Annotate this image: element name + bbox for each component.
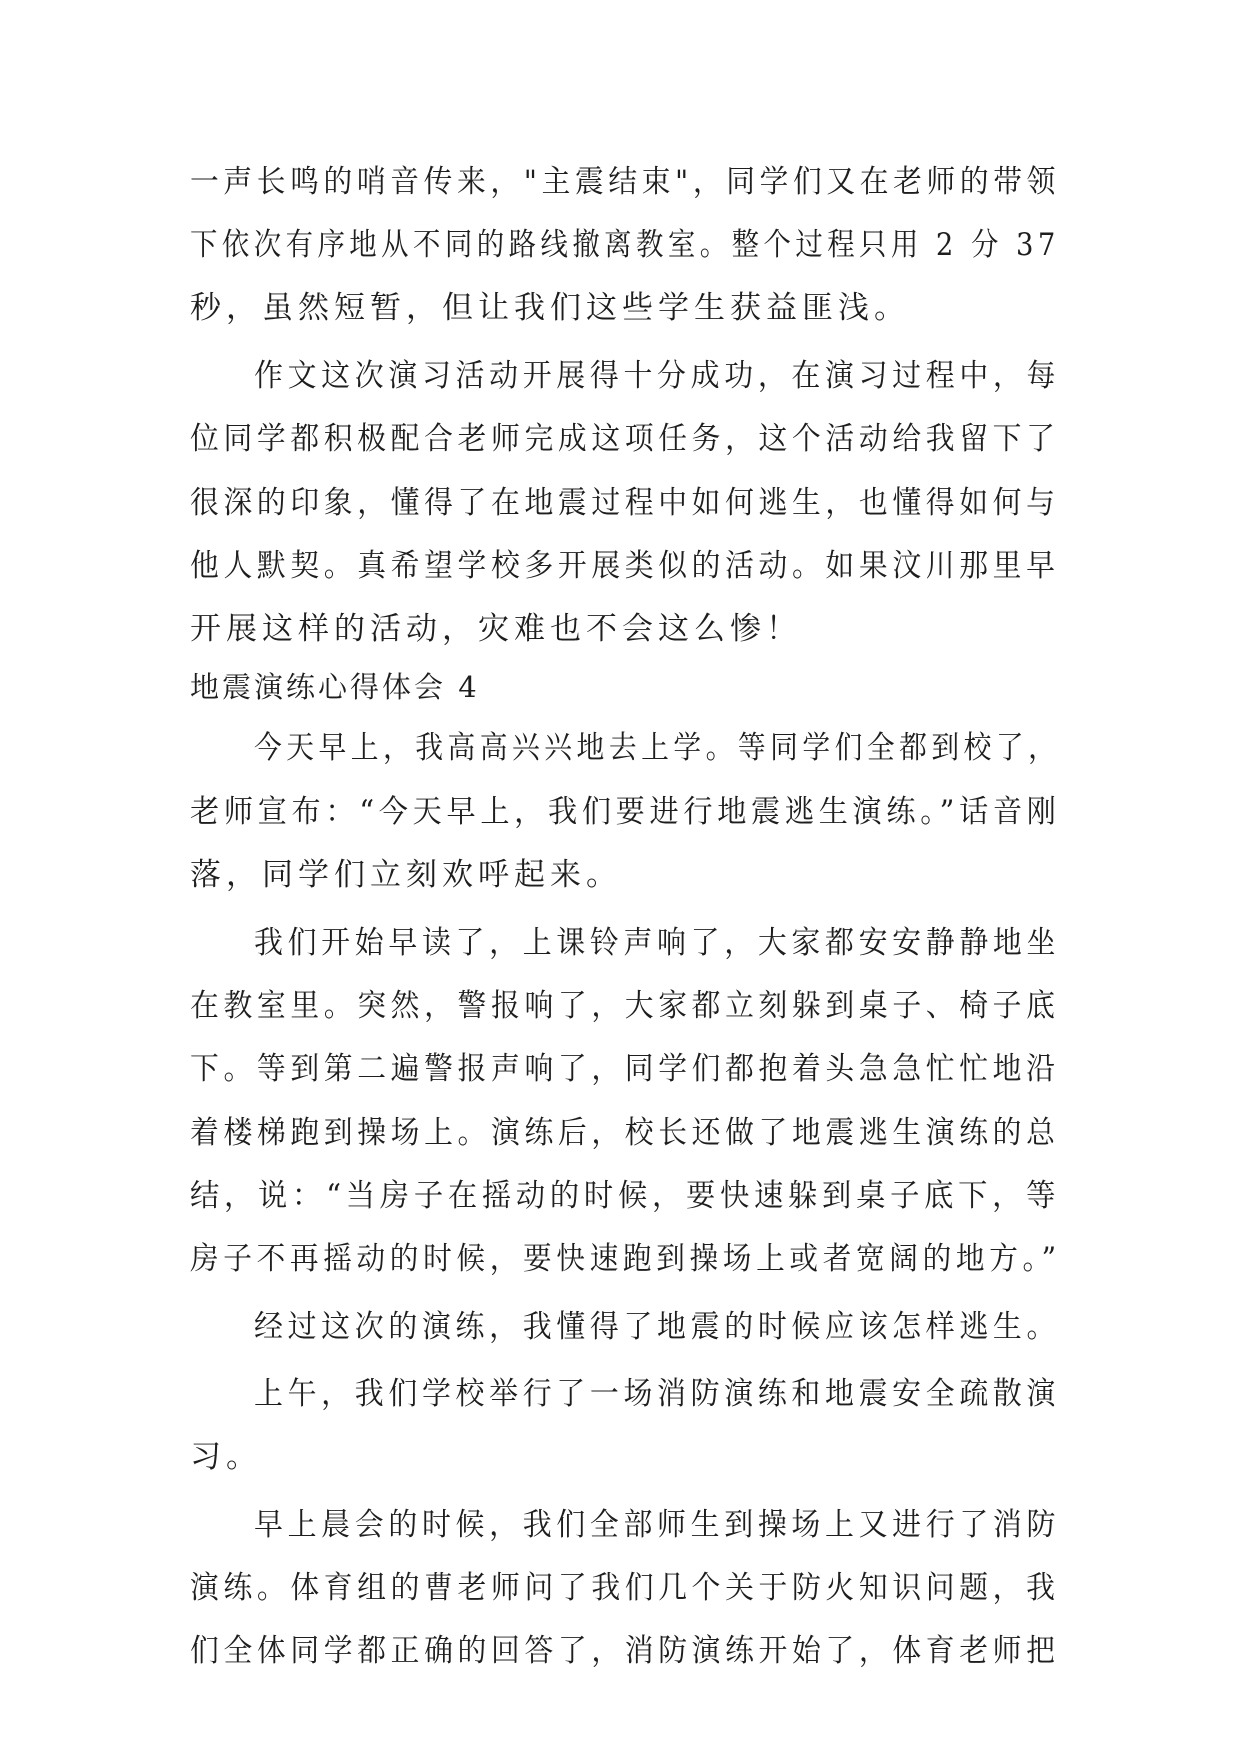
paragraph-first-line: 作文这次演习活动开展得十分成功，在演习过程中，每 <box>254 358 1061 394</box>
text-line: 下。等到第二遍警报声响了，同学们都抱着头急急忙忙地沿 <box>190 1051 1060 1087</box>
paragraph-first-line: 我们开始早读了，上课铃声响了，大家都安安静静地坐 <box>254 925 1061 961</box>
text-line: 老师宣布：“今天早上，我们要进行地震逃生演练。”话音刚 <box>190 794 1061 830</box>
text-line: 结，说：“当房子在摇动的时候，要快速躲到桌子底下，等 <box>190 1178 1061 1214</box>
paragraph-first-line: 经过这次的演练，我懂得了地震的时候应该怎样逃生。 <box>254 1309 1061 1345</box>
text-line: 落，同学们立刻欢呼起来。 <box>190 857 622 893</box>
text-line: 们全体同学都正确的回答了，消防演练开始了，体育老师把 <box>190 1633 1060 1669</box>
text-line: 位同学都积极配合老师完成这项任务，这个活动给我留下了 <box>190 421 1060 457</box>
text-line: 一声长鸣的哨音传来，"主震结束"，同学们又在老师的带领 <box>190 164 1061 200</box>
text-line: 在教室里。突然，警报响了，大家都立刻躲到桌子、椅子底 <box>190 988 1060 1024</box>
text-line: 很深的印象，懂得了在地震过程中如何逃生，也懂得如何与 <box>190 485 1060 521</box>
text-line: 他人默契。真希望学校多开展类似的活动。如果汶川那里早 <box>190 548 1060 584</box>
text-line: 演练。体育组的曹老师问了我们几个关于防火知识问题，我 <box>190 1570 1060 1606</box>
paragraph-first-line: 今天早上，我高高兴兴地去上学。等同学们全都到校了， <box>254 730 1061 766</box>
paragraph-first-line: 早上晨会的时候，我们全部师生到操场上又进行了消防 <box>254 1507 1061 1543</box>
text-line: 习。 <box>190 1439 262 1475</box>
text-line: 下依次有序地从不同的路线撤离教室。整个过程只用 2 分 37 <box>190 227 1060 263</box>
paragraph-first-line: 上午，我们学校举行了一场消防演练和地震安全疏散演 <box>254 1376 1061 1412</box>
text-line: 开展这样的活动，灾难也不会这么惨！ <box>190 611 802 647</box>
text-line: 房子不再摇动的时候，要快速跑到操场上或者宽阔的地方。” <box>190 1241 1061 1277</box>
text-line: 着楼梯跑到操场上。演练后，校长还做了地震逃生演练的总 <box>190 1115 1060 1151</box>
section-heading: 地震演练心得体会 4 <box>190 670 480 704</box>
text-line: 秒，虽然短暂，但让我们这些学生获益匪浅。 <box>190 290 910 326</box>
